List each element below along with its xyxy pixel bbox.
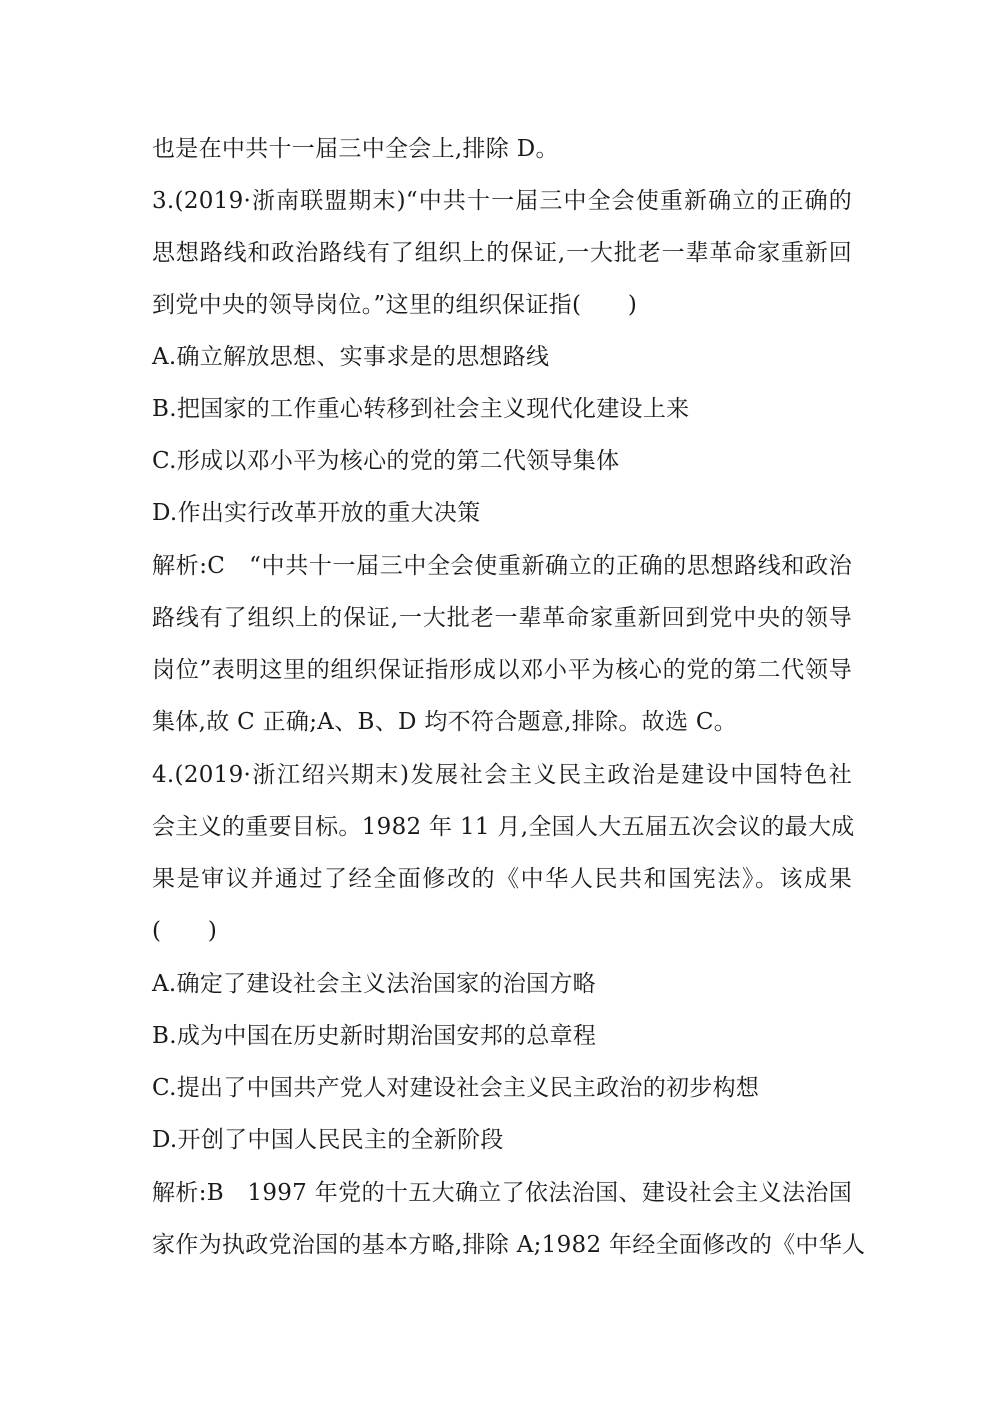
question-3-stem-line-1: 3.(2019·浙南联盟期末)“中共十一届三中全会使重新确立的正确的	[152, 188, 852, 214]
question-4-answer-blank: ( )	[152, 918, 218, 944]
question-3-analysis-line-2: 路线有了组织上的保证,一大批老一辈革命家重新回到党中央的领导	[152, 605, 852, 631]
question-3-option-b: B.把国家的工作重心转移到社会主义现代化建设上来	[152, 396, 690, 422]
question-4-option-b: B.成为中国在历史新时期治国安邦的总章程	[152, 1023, 597, 1049]
question-3-option-c: C.形成以邓小平为核心的党的第二代领导集体	[152, 448, 620, 474]
question-4-analysis-line-1: 解析:B 1997 年党的十五大确立了依法治国、建设社会主义法治国	[152, 1180, 852, 1206]
continuation-text-prev-analysis: 也是在中共十一届三中全会上,排除 D。	[152, 136, 559, 162]
question-3-analysis-line-3: 岗位”表明这里的组织保证指形成以邓小平为核心的党的第二代领导	[152, 657, 852, 683]
question-3-option-a: A.确立解放思想、实事求是的思想路线	[152, 344, 550, 370]
question-4-option-d: D.开创了中国人民民主的全新阶段	[152, 1127, 504, 1153]
question-3-option-d: D.作出实行改革开放的重大决策	[152, 500, 481, 526]
question-3-analysis-line-4: 集体,故 C 正确;A、B、D 均不符合题意,排除。故选 C。	[152, 709, 738, 735]
question-3-stem-line-3: 到党中央的领导岗位。”这里的组织保证指( )	[152, 292, 638, 318]
question-3-stem-line-2: 思想路线和政治路线有了组织上的保证,一大批老一辈革命家重新回	[152, 240, 852, 266]
question-4-stem-line-2: 会主义的重要目标。1982 年 11 月,全国人大五届五次会议的最大成	[152, 814, 855, 840]
question-4-analysis-line-2: 家作为执政党治国的基本方略,排除 A;1982 年经全面修改的《中华人	[152, 1232, 866, 1258]
question-3-analysis-line-1: 解析:C “中共十一届三中全会使重新确立的正确的思想路线和政治	[152, 553, 852, 579]
question-4-option-a: A.确定了建设社会主义法治国家的治国方略	[152, 971, 596, 997]
question-4-option-c: C.提出了中国共产党人对建设社会主义民主政治的初步构想	[152, 1075, 760, 1101]
question-4-stem-line-3: 果是审议并通过了经全面修改的《中华人民共和国宪法》。该成果	[152, 866, 852, 892]
question-4-stem-line-1: 4.(2019·浙江绍兴期末)发展社会主义民主政治是建设中国特色社	[152, 762, 852, 788]
